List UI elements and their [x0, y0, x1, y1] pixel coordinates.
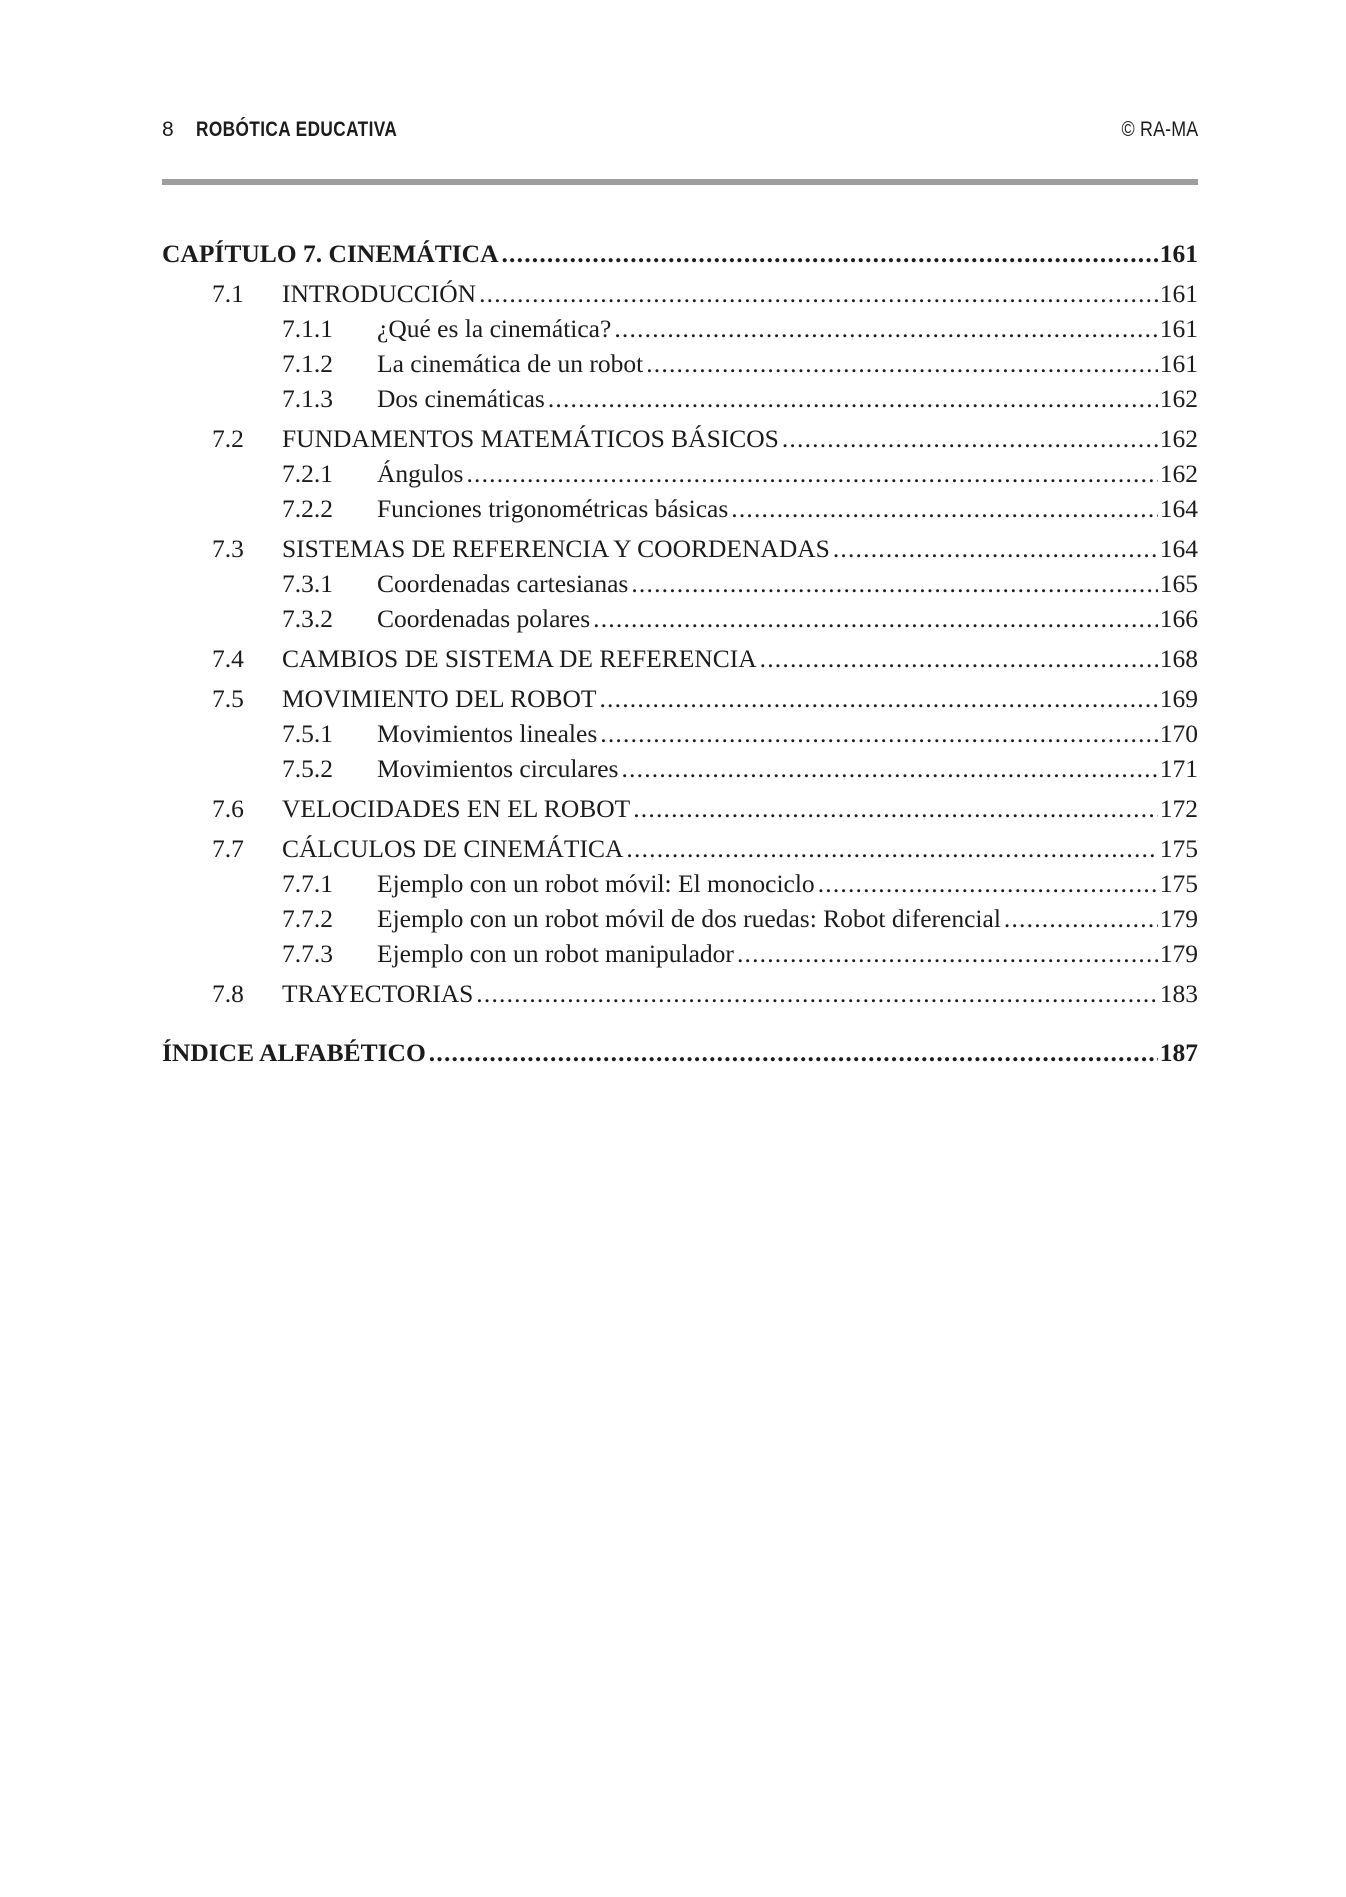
toc-entry-body [282, 421, 1198, 457]
toc-entry-number: 7.8 [212, 979, 244, 1008]
toc-entry-title: Ejemplo con un robot móvil: El monociclo [377, 869, 815, 898]
toc-subsection-entry[interactable] [162, 456, 1198, 492]
toc-section-entry[interactable] [162, 641, 1198, 677]
book-title: ROBÓTICA EDUCATIVA [196, 118, 398, 141]
toc-entry-number: 7.3.2 [282, 604, 333, 633]
toc-entry-body [377, 601, 1198, 637]
toc-entry-title: ¿Qué es la cinemática? [377, 314, 612, 343]
toc-entry-body [377, 716, 1198, 752]
toc-entry-page: 179 [1159, 904, 1198, 933]
toc-section-entry[interactable] [162, 791, 1198, 827]
toc-entry-page: 164 [1159, 494, 1198, 523]
toc-entry-title: Ángulos [377, 459, 464, 488]
toc-entry-number: 7.7.2 [282, 904, 333, 933]
toc-entry-number: 7.2 [212, 424, 244, 453]
toc-entry-page: 162 [1159, 459, 1198, 488]
toc-entry-page: 171 [1159, 754, 1198, 783]
toc-dot-leader [597, 716, 1157, 752]
toc-entry-body [377, 456, 1198, 492]
toc-entry-number: 7.7 [212, 834, 244, 863]
toc-subsection-entry[interactable] [162, 716, 1198, 752]
toc-entry-body [377, 381, 1198, 417]
toc-section-entry[interactable] [162, 531, 1198, 567]
toc-entry-number: 7.1.2 [282, 349, 333, 378]
toc-entry-body [282, 791, 1198, 827]
toc-chapter-entry[interactable] [162, 236, 1198, 272]
toc-entry-number: 7.3.1 [282, 569, 333, 598]
toc-section-entry[interactable] [162, 276, 1198, 312]
toc-entry-number: 7.2.2 [282, 494, 333, 523]
toc-dot-leader [476, 276, 1158, 312]
toc-entry-number: 7.5 [212, 684, 244, 713]
toc-dot-leader [734, 936, 1158, 972]
toc-entry-title: MOVIMIENTO DEL ROBOT [282, 684, 597, 713]
toc-subsection-entry[interactable] [162, 311, 1198, 347]
toc-entry-page: 164 [1159, 534, 1198, 563]
toc-subsection-entry[interactable] [162, 936, 1198, 972]
toc-entry-page: 168 [1159, 644, 1198, 673]
toc-entry-number: 7.4 [212, 644, 244, 673]
toc-subsection-entry[interactable] [162, 346, 1198, 382]
toc-entry-title: CAMBIOS DE SISTEMA DE REFERENCIA [282, 644, 757, 673]
toc-dot-leader [618, 751, 1157, 787]
toc-entry-body [377, 491, 1198, 527]
toc-entry-title: La cinemática de un robot [377, 349, 644, 378]
toc-section-entry[interactable] [162, 681, 1198, 717]
toc-subsection-entry[interactable] [162, 751, 1198, 787]
toc-entry-page: 161 [1159, 314, 1198, 343]
toc-dot-leader [545, 381, 1158, 417]
toc-dot-leader [628, 566, 1157, 602]
toc-entry-page: 187 [1159, 1038, 1198, 1067]
toc-dot-leader [426, 1035, 1158, 1071]
toc-entry-title: Movimientos circulares [377, 754, 619, 783]
toc-entry-title: CÁLCULOS DE CINEMÁTICA [282, 834, 624, 863]
toc-dot-leader [757, 641, 1158, 677]
toc-entry-body [282, 641, 1198, 677]
toc-entry-page: 165 [1159, 569, 1198, 598]
header-rule [162, 179, 1198, 185]
toc-entry-title: FUNDAMENTOS MATEMÁTICOS BÁSICOS [282, 424, 779, 453]
toc-entry-title: Coordenadas cartesianas [377, 569, 629, 598]
toc-entry-body [377, 311, 1198, 347]
toc-entry-title: Ejemplo con un robot manipulador [377, 939, 734, 968]
toc-subsection-entry[interactable] [162, 601, 1198, 637]
toc-entry-page: 170 [1159, 719, 1198, 748]
toc-entry-body [377, 566, 1198, 602]
toc-section-entry[interactable] [162, 421, 1198, 457]
toc-dot-leader [1001, 901, 1158, 937]
toc-entry-page: 169 [1159, 684, 1198, 713]
toc-dot-leader [630, 791, 1158, 827]
toc-entry-body [282, 681, 1198, 717]
toc-entry-body [377, 866, 1198, 902]
toc-entry-page: 166 [1159, 604, 1198, 633]
toc-dot-leader [643, 346, 1158, 382]
toc-subsection-entry[interactable] [162, 901, 1198, 937]
toc-entry-title: Dos cinemáticas [377, 384, 545, 413]
toc-entry-number: 7.5.1 [282, 719, 333, 748]
toc-dot-leader [463, 456, 1157, 492]
toc-dot-leader [728, 491, 1158, 527]
toc-entry-body [377, 936, 1198, 972]
toc-dot-leader [596, 681, 1157, 717]
toc-entry-number: 7.2.1 [282, 459, 333, 488]
toc-section-entry[interactable] [162, 831, 1198, 867]
toc-entry-number: 7.7.3 [282, 939, 333, 968]
toc-entry-title: Coordenadas polares [377, 604, 591, 633]
toc-entry-page: 183 [1159, 979, 1198, 1008]
toc-entry-page: 172 [1159, 794, 1198, 823]
toc-dot-leader [611, 311, 1157, 347]
toc-dot-leader [590, 601, 1158, 637]
toc-entry-number: 7.3 [212, 534, 244, 563]
toc-entry-body [377, 751, 1198, 787]
toc-entry-page: 162 [1159, 424, 1198, 453]
toc-entry-body [377, 901, 1198, 937]
toc-dot-leader [498, 236, 1157, 272]
toc-entry-body [282, 831, 1198, 867]
toc-entry-number: 7.7.1 [282, 869, 333, 898]
toc-entry-number: 7.5.2 [282, 754, 333, 783]
toc-dot-leader [815, 866, 1158, 902]
toc-entry-title: VELOCIDADES EN EL ROBOT [282, 794, 631, 823]
page-header [162, 118, 1198, 150]
toc-entry-body [282, 976, 1198, 1012]
toc-entry-title: SISTEMAS DE REFERENCIA Y COORDENADAS [282, 534, 830, 563]
toc-entry-page: 161 [1159, 239, 1198, 268]
page-number: 8 [162, 118, 174, 141]
toc-entry-body [282, 531, 1198, 567]
toc-entry-title: Ejemplo con un robot móvil de dos ruedas: Robot diferencial [377, 904, 1001, 933]
toc-entry-title: Movimientos lineales [377, 719, 598, 748]
publisher-mark: © RA-MA [1121, 118, 1198, 141]
toc-dot-leader [473, 976, 1157, 1012]
toc-section-entry[interactable] [162, 976, 1198, 1012]
toc-entry-number: 7.1.3 [282, 384, 333, 413]
toc-entry-number: 7.1.1 [282, 314, 333, 343]
toc-entry-title: CAPÍTULO 7. CINEMÁTICA [162, 239, 499, 268]
toc-entry-page: 162 [1159, 384, 1198, 413]
toc-entry-title: ÍNDICE ALFABÉTICO [162, 1038, 426, 1067]
toc-subsection-entry[interactable] [162, 491, 1198, 527]
toc-subsection-entry[interactable] [162, 566, 1198, 602]
toc-entry-body [377, 346, 1198, 382]
toc-entry-number: 7.6 [212, 794, 244, 823]
toc-subsection-entry[interactable] [162, 381, 1198, 417]
toc-dot-leader [830, 531, 1158, 567]
toc-entry-body [162, 236, 1198, 272]
toc-entry-page: 161 [1159, 279, 1198, 308]
toc-dot-leader [779, 421, 1158, 457]
toc-entry-body [162, 1035, 1198, 1071]
toc-entry-page: 175 [1159, 834, 1198, 863]
toc-entry-number: 7.1 [212, 279, 244, 308]
toc-entry-page: 175 [1159, 869, 1198, 898]
toc-entry-page: 179 [1159, 939, 1198, 968]
toc-chapter-entry[interactable] [162, 1035, 1198, 1071]
toc-entry-title: Funciones trigonométricas básicas [377, 494, 729, 523]
toc-entry-title: INTRODUCCIÓN [282, 279, 477, 308]
toc-entry-page: 161 [1159, 349, 1198, 378]
toc-subsection-entry[interactable] [162, 866, 1198, 902]
toc-entry-title: TRAYECTORIAS [282, 979, 474, 1008]
toc-entry-body [282, 276, 1198, 312]
toc-dot-leader [623, 831, 1157, 867]
